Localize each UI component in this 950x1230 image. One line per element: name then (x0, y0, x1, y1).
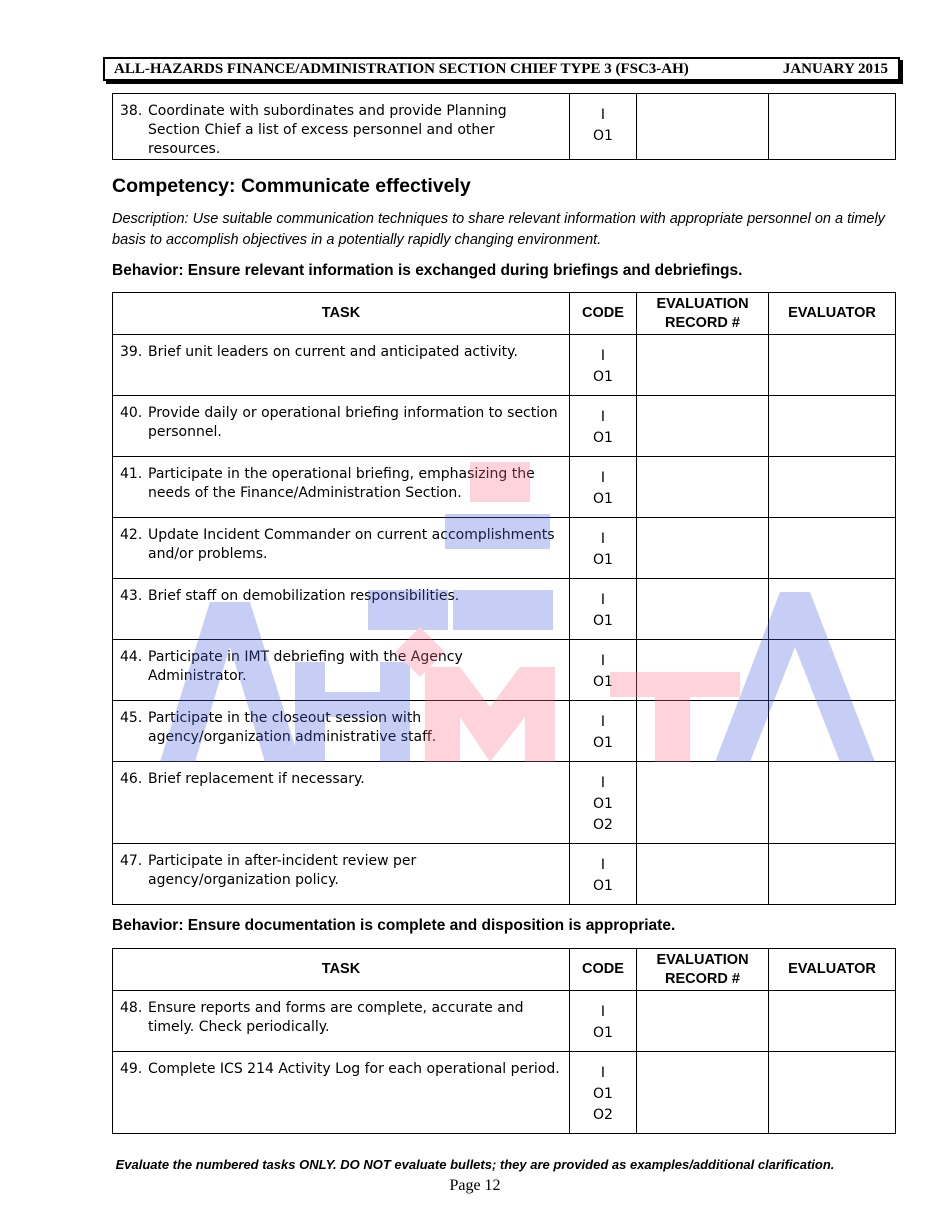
code-column-header: CODE (570, 293, 637, 335)
document-title: ALL-HAZARDS FINANCE/ADMINISTRATION SECTION CHIEF TYPE 3 (FSC3-AH) (114, 61, 689, 77)
code-cell (570, 518, 637, 579)
code-cell (570, 991, 637, 1052)
evaluation-record-cell[interactable] (637, 94, 769, 160)
table-row (113, 335, 896, 396)
code-value: O1 (593, 128, 613, 144)
task-text: Participate in after-incident review per agency/organization policy. (148, 853, 417, 888)
code-cell (570, 94, 637, 160)
code-value: I (600, 409, 606, 425)
evaluator-cell[interactable] (769, 579, 896, 640)
code-value: I (600, 592, 606, 608)
code-value: I (600, 714, 606, 730)
code-value: O1 (593, 878, 613, 894)
task-table-documentation (112, 948, 896, 1134)
task-text: Coordinate with subordinates and provide Planning Section Chief a list of excess personnel and other resources. (148, 103, 507, 157)
table-row (113, 701, 896, 762)
task-number: 42. (120, 527, 143, 543)
table-row (113, 844, 896, 905)
task-cell (113, 94, 570, 160)
task-cell (113, 762, 570, 844)
task-cell (113, 701, 570, 762)
code-value: O1 (593, 674, 613, 690)
table-row (113, 1052, 896, 1134)
document-date: JANUARY 2015 (782, 61, 888, 77)
evaluation-record-cell[interactable] (637, 396, 769, 457)
task-cell (113, 579, 570, 640)
competency-title: Competency: Communicate effectively (112, 175, 471, 197)
task-text: Provide daily or operational briefing information to section personnel. (148, 405, 558, 440)
code-cell (570, 457, 637, 518)
task-cell (113, 844, 570, 905)
task-column-header: TASK (113, 293, 570, 335)
evaluator-cell[interactable] (769, 396, 896, 457)
evaluation-record-cell[interactable] (637, 335, 769, 396)
task-text: Complete ICS 214 Activity Log for each operational period. (148, 1061, 560, 1077)
behavior-title: Behavior: Ensure documentation is complete and disposition is appropriate. (112, 917, 676, 934)
task-table-continued (112, 93, 896, 160)
code-value: O1 (593, 1025, 613, 1041)
task-number: 46. (120, 771, 143, 787)
task-text: Participate in IMT debriefing with the Agency Administrator. (148, 649, 463, 684)
table-row (113, 457, 896, 518)
task-cell (113, 1052, 570, 1134)
task-number: 49. (120, 1061, 143, 1077)
evaluator-cell[interactable] (769, 640, 896, 701)
document-header (103, 57, 900, 81)
evaluator-cell[interactable] (769, 518, 896, 579)
code-cell (570, 1052, 637, 1134)
task-number: 44. (120, 649, 143, 665)
table-row (113, 762, 896, 844)
task-cell (113, 457, 570, 518)
code-value: I (600, 1004, 606, 1020)
code-cell (570, 844, 637, 905)
evaluator-cell[interactable] (769, 1052, 896, 1134)
task-text: Ensure reports and forms are complete, accurate and timely. Check periodically. (148, 1000, 524, 1035)
task-number: 45. (120, 710, 143, 726)
task-number: 39. (120, 344, 143, 360)
evaluator-cell[interactable] (769, 762, 896, 844)
code-value: O1 (593, 552, 613, 568)
task-cell (113, 991, 570, 1052)
code-value: O1 (593, 613, 613, 629)
evaluation-record-cell[interactable] (637, 579, 769, 640)
evaluator-cell[interactable] (769, 94, 896, 160)
code-value: O1 (593, 1086, 613, 1102)
table-row (113, 396, 896, 457)
task-number: 38. (120, 103, 143, 119)
evaluation-record-cell[interactable] (637, 991, 769, 1052)
code-value: O1 (593, 369, 613, 385)
evaluation-record-cell[interactable] (637, 457, 769, 518)
evaluation-record-column-header: EVALUATION RECORD # (637, 949, 769, 991)
task-column-header: TASK (113, 949, 570, 991)
evaluator-cell[interactable] (769, 701, 896, 762)
task-number: 41. (120, 466, 143, 482)
task-text: Brief replacement if necessary. (148, 771, 365, 787)
evaluator-cell[interactable] (769, 991, 896, 1052)
task-text: Brief staff on demobilization responsibilities. (148, 588, 460, 604)
code-cell (570, 335, 637, 396)
evaluation-record-cell[interactable] (637, 518, 769, 579)
code-cell (570, 701, 637, 762)
task-text: Participate in the closeout session with agency/organization administrative staff. (148, 710, 437, 745)
table-row (113, 991, 896, 1052)
task-text: Participate in the operational briefing, emphasizing the needs of the Finance/Administration Section. (148, 466, 535, 501)
code-cell (570, 579, 637, 640)
task-cell (113, 396, 570, 457)
table-row (113, 94, 896, 160)
code-value: I (600, 775, 606, 791)
code-value: I (600, 1065, 606, 1081)
code-cell (570, 762, 637, 844)
code-value: O2 (593, 1107, 613, 1123)
page-number: Page 12 (449, 1177, 501, 1194)
evaluation-record-column-header: EVALUATION RECORD # (637, 293, 769, 335)
competency-description: Description: Use suitable communication techniques to share relevant information with appropriate personnel on a timely basis to accomplish objectives in a potentially rapidly changing environment. (112, 211, 885, 248)
code-value: I (600, 470, 606, 486)
code-cell (570, 396, 637, 457)
evaluator-cell[interactable] (769, 457, 896, 518)
evaluation-record-cell[interactable] (637, 701, 769, 762)
behavior-title: Behavior: Ensure relevant information is exchanged during briefings and debriefings. (112, 262, 743, 279)
task-cell (113, 518, 570, 579)
table-header-row (113, 293, 896, 335)
evaluator-column-header: EVALUATOR (769, 293, 896, 335)
evaluator-column-header: EVALUATOR (769, 949, 896, 991)
table-header-row (113, 949, 896, 991)
task-number: 47. (120, 853, 143, 869)
code-column-header: CODE (570, 949, 637, 991)
code-value: I (600, 531, 606, 547)
evaluator-cell[interactable] (769, 335, 896, 396)
evaluation-record-cell[interactable] (637, 762, 769, 844)
task-number: 48. (120, 1000, 143, 1016)
code-value: O1 (593, 491, 613, 507)
code-cell (570, 640, 637, 701)
table-row (113, 579, 896, 640)
task-text: Brief unit leaders on current and anticipated activity. (148, 344, 518, 360)
footer-note: Evaluate the numbered tasks ONLY. DO NOT evaluate bullets; they are provided as examples/additional clarification. (115, 1157, 835, 1172)
code-value: O1 (593, 430, 613, 446)
code-value: I (600, 348, 606, 364)
code-value: I (600, 653, 606, 669)
code-value: O1 (593, 796, 613, 812)
table-row (113, 640, 896, 701)
evaluation-record-cell[interactable] (637, 640, 769, 701)
code-value: I (600, 857, 606, 873)
code-value: O1 (593, 735, 613, 751)
evaluator-cell[interactable] (769, 844, 896, 905)
task-table-briefings (112, 292, 896, 905)
table-row (113, 518, 896, 579)
evaluation-record-cell[interactable] (637, 1052, 769, 1134)
task-number: 43. (120, 588, 143, 604)
task-number: 40. (120, 405, 143, 421)
task-cell (113, 335, 570, 396)
evaluation-record-cell[interactable] (637, 844, 769, 905)
task-cell (113, 640, 570, 701)
task-text: Update Incident Commander on current accomplishments and/or problems. (148, 527, 555, 562)
code-value: O2 (593, 817, 613, 833)
code-value: I (600, 107, 606, 123)
